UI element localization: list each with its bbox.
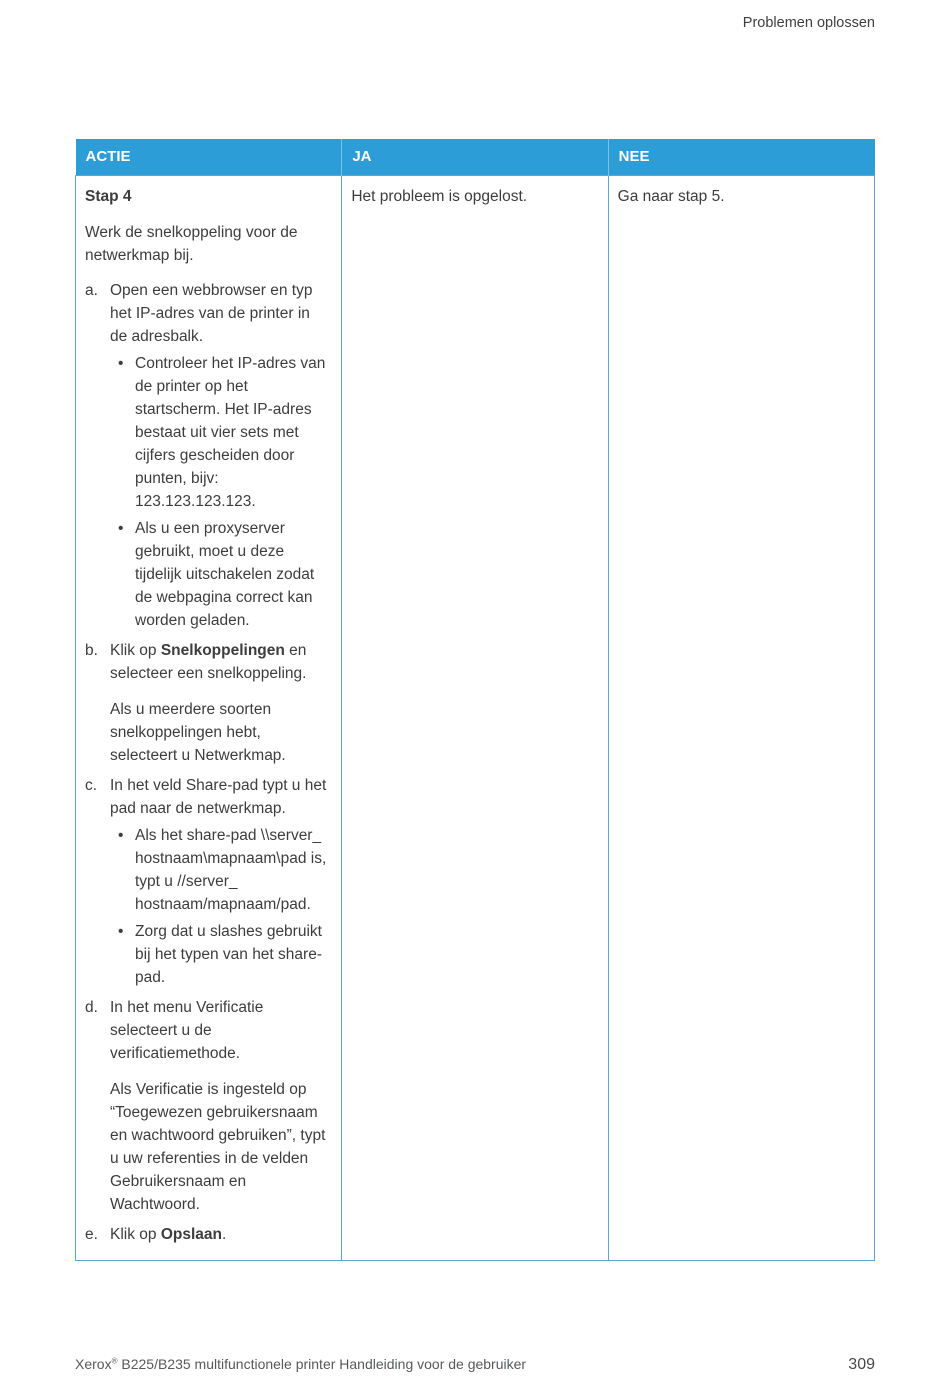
bullet-text (135, 920, 331, 989)
bullet-icon: • (118, 826, 124, 844)
footer-doc-title-text: B225/B235 multifunctionele printer Handleiding voor de gebruiker (117, 1356, 527, 1372)
bullet-item (110, 824, 331, 916)
running-header: Problemen oplossen (742, 15, 875, 31)
note-paragraph (110, 1078, 331, 1216)
text-run: Als het share-pad \\server_​hostnaam\mapnaam\pad is, typt u //server_​hostnaam/mapnaam/pad. (135, 826, 327, 913)
table-body (76, 175, 875, 1260)
bullet-icon: • (118, 519, 124, 537)
troubleshooting-table (75, 139, 875, 1261)
nee-text: Ga naar stap 5. (617, 187, 725, 205)
note-paragraph (110, 698, 331, 767)
step-letter: d. (85, 998, 98, 1016)
step-content (110, 279, 331, 632)
table-header (76, 139, 875, 175)
step-sentence (110, 1223, 331, 1246)
bullet-item (110, 920, 331, 989)
steps-list (85, 279, 331, 1246)
actie-cell (76, 175, 342, 1260)
text-run: Klik op (110, 641, 161, 659)
bullet-text (135, 352, 331, 513)
bullet-item (110, 352, 331, 513)
bullet-text (135, 824, 331, 916)
column-header-nee: NEE (608, 139, 874, 175)
step-title: Stap 4 (85, 187, 132, 205)
step-content (110, 996, 331, 1216)
table-row (76, 175, 875, 1260)
text-run: Controleer het IP-adres van de printer op het startscherm. Het IP-adres bestaat uit vier sets met cijfers gescheiden door punten, bijv: 123.123.123.123. (135, 354, 326, 510)
text-run: Klik op (110, 1225, 161, 1243)
ja-text: Het probleem is opgelost. (351, 187, 528, 205)
step-item (85, 774, 331, 989)
step-letter: e. (85, 1225, 98, 1243)
text-run: Als u meerdere soorten snelkoppelingen hebt, selecteert u Netwerkmap. (110, 700, 286, 764)
step-sentence (110, 996, 331, 1065)
text-run: . (222, 1225, 227, 1243)
ja-cell (342, 175, 608, 1260)
column-header-ja: JA (342, 139, 608, 175)
step-letter: b. (85, 641, 98, 659)
footer-doc-title (75, 1356, 526, 1372)
bold-text-run: Snelkoppelingen (160, 641, 285, 659)
bold-text-run: Opslaan (160, 1225, 223, 1243)
step-item (85, 639, 331, 767)
text-run: Als u een proxyserver gebruikt, moet u deze tijdelijk uitschakelen zodat de webpagina correct kan worden geladen. (135, 519, 315, 629)
step-item (85, 996, 331, 1216)
page-footer (75, 1356, 875, 1374)
step-content (110, 774, 331, 989)
table-header-row (76, 139, 875, 175)
text-run: Zorg dat u slashes gebruikt bij het typen van het share-pad. (135, 922, 322, 986)
brand-name: Xerox (75, 1356, 112, 1372)
bullet-icon: • (118, 354, 124, 372)
step-content (110, 1223, 331, 1246)
text-run: en selecteer een snelkoppeling. (110, 641, 307, 682)
text-run: In het veld Share-pad typt u het pad naar de netwerkmap. (110, 776, 327, 817)
registered-mark: ® (111, 1356, 118, 1366)
step-sentence (110, 279, 331, 348)
step-sentence (110, 639, 331, 685)
step-content (110, 639, 331, 767)
page-number: 309 (848, 1356, 875, 1373)
text-run: Open een webbrowser en typ het IP-adres van de printer in de adresbalk. (110, 281, 313, 345)
step-sentence (110, 774, 331, 820)
bullet-text (135, 517, 331, 632)
step-item (85, 1223, 331, 1246)
bullet-item (110, 517, 331, 632)
column-header-actie: ACTIE (76, 139, 342, 175)
step-letter: a. (85, 281, 98, 299)
text-run: Als Verificatie is ingesteld op “Toegewezen gebruikersnaam en wachtwoord gebruiken”, typt u uw referenties in de velden Gebruikersnaam en Wachtwoord. (110, 1080, 326, 1213)
step-item (85, 279, 331, 632)
step-intro: Werk de snelkoppeling voor de netwerkmap bij. (85, 223, 298, 264)
bullet-icon: • (118, 922, 124, 940)
text-run: In het menu Verificatie selecteert u de verificatiemethode. (110, 998, 264, 1062)
step-letter: c. (85, 776, 98, 794)
nee-cell (608, 175, 874, 1260)
